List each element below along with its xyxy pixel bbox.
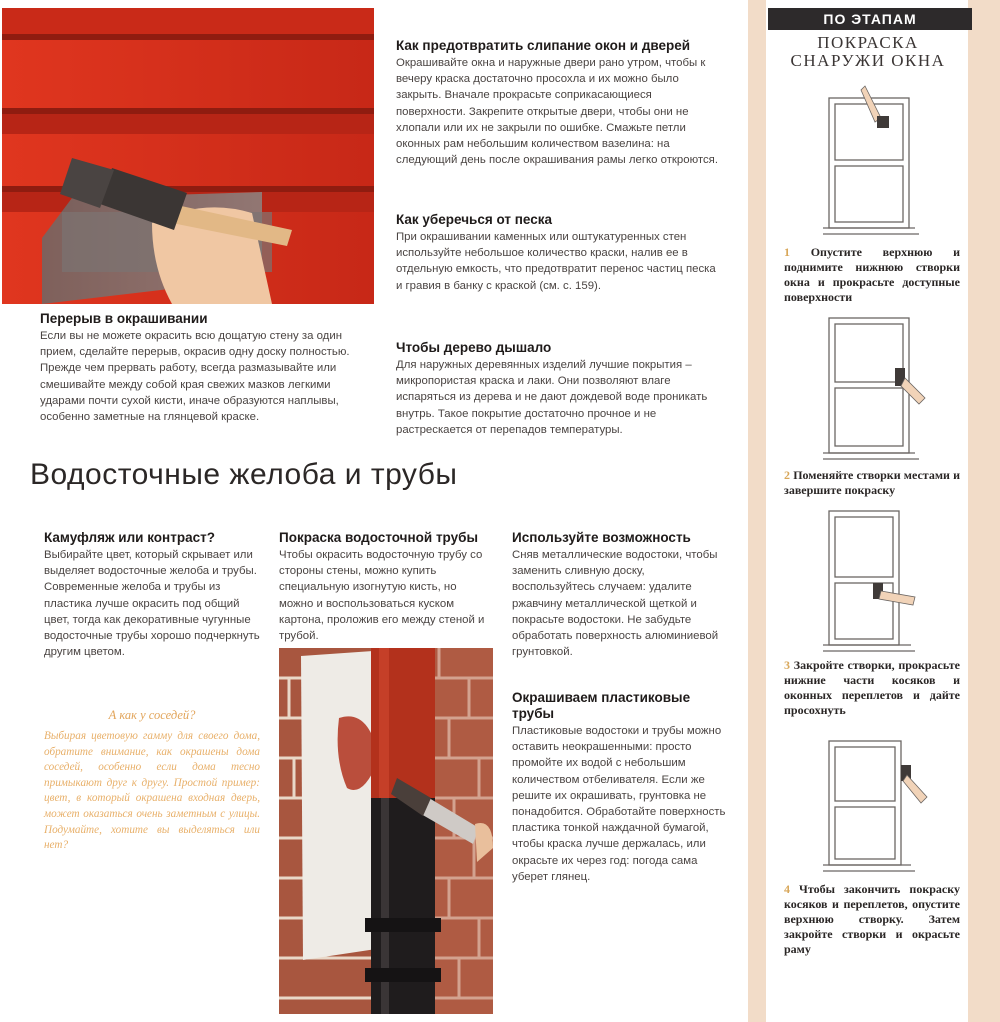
step-by-step-badge: ПО ЭТАПАМ <box>768 8 972 30</box>
step-4-number: 4 <box>784 882 790 896</box>
step-3 <box>784 658 960 718</box>
use-opportunity-text: Сняв металлические водостоки, чтобы заменить сливную доску, воспользуйтесь случаем: удалите ржавчину металлической щеткой и покрасьте водостоки. Не забудьте обработать поверхность алюминиевой грунтовкой. <box>512 549 719 659</box>
siding-photo <box>2 8 374 304</box>
step-1-number: 1 <box>784 245 790 259</box>
sticking-text: Окрашивайте окна и наружные двери рано утром, чтобы к вечеру краска достаточно просохла и их можно было закрыть. Вначале прокрасьте соприкасающиеся поверхности. Закрепите открытые двери, чтобы они не хлопали или их не закрыли по ошибке. Смажьте петли оконных рам небольшим количеством вазелина: на следующий день после окрашивания рамы легко откроются. <box>396 57 718 167</box>
step-1-illustration <box>815 78 925 238</box>
step-4-text: Чтобы закончить покраску косяков и переплетов, опустите верхнюю створку. Затем закройте створки и окрасьте раму <box>784 882 960 956</box>
step-3-illustration <box>815 505 925 655</box>
downpipe-illustration <box>279 648 493 1014</box>
sticking-heading: Как предотвратить слипание окон и дверей <box>396 38 691 53</box>
break-painting-heading: Перерыв в окрашивании <box>40 311 208 326</box>
step-2-text: Поменяйте створки местами и завершите покраску <box>784 468 960 497</box>
section-title: Водосточные желоба и трубы <box>30 458 458 491</box>
camouflage-text: Выбирайте цвет, который скрывает или выделяет водосточные желоба и трубы. Современные желоба и трубы из пластика лучше окрасить под общий цвет, тогда как декоративные чугунные водосточные трубы хорошо подчеркнуть другим цветом. <box>44 549 260 659</box>
sidebar-subtitle-line1: ПОКРАСКА <box>817 33 919 52</box>
step-2-illustration <box>815 308 935 463</box>
siding-illustration <box>2 8 374 304</box>
sidebar-subtitle-line2: СНАРУЖИ ОКНА <box>790 51 946 70</box>
sand-heading: Как уберечься от песка <box>396 212 552 227</box>
wood-breathe-heading: Чтобы дерево дышало <box>396 340 552 355</box>
downpipe-photo <box>279 648 493 1014</box>
wood-breathe-text: Для наружных деревянных изделий лучшие покрытия – микропористая краска и лаки. Они позволяют влаге испаряться из дерева и не дают дождевой воде проникать внутрь. Такое покрытие достаточно прочное и не растрескается от перепадов температуры. <box>396 359 708 436</box>
step-1-text: Опустите верхнюю и поднимите нижнюю створки окна и прокрасьте доступные поверхности <box>784 245 960 304</box>
step-2-number: 2 <box>784 468 790 482</box>
use-opportunity-heading: Используйте возможность <box>512 530 691 545</box>
step-4-illustration <box>815 735 935 875</box>
camouflage-heading: Камуфляж или контраст? <box>44 530 215 545</box>
step-4 <box>784 882 960 957</box>
step-3-number: 3 <box>784 658 790 672</box>
sidebar-right-border <box>968 0 1000 1022</box>
downpipe-heading: Покраска водосточной трубы <box>279 530 479 545</box>
step-2 <box>784 468 960 498</box>
step-1 <box>784 245 960 305</box>
step-3-text: Закройте створки, прокрасьте нижние части косяков и оконных переплетов и дайте просохнуть <box>784 658 960 717</box>
sidebar-left-border <box>748 0 766 1022</box>
plastic-pipes-text: Пластиковые водостоки и трубы можно оставить неокрашенными: просто промойте их водой с небольшим количеством отбеливателя. Если же решите их окрашивать, грунтовка не понадобится. Обработайте поверхность пластика тонкой наждачной бумагой, чтобы краска лучше держалась, или окрасьте их через год: погода сама уберет глянец. <box>512 725 726 883</box>
neighbors-aside <box>44 708 260 854</box>
sidebar-subtitle <box>768 34 968 70</box>
neighbors-text: Выбирая цветовую гамму для своего дома, обратите внимание, как окрашены дома соседей, особенно если дома тесно примыкают друг к другу. Простой пример: цвет, в который окрашена входная дверь, может оказаться очень заметным с улицы. Подумайте, хотите вы выделяться или нет? <box>44 730 260 852</box>
neighbors-title: А как у соседей? <box>108 708 196 722</box>
downpipe-text: Чтобы окрасить водосточную трубу со стороны стены, можно купить специальную изогнутую кисть, но можно и воспользоваться куском картона, проложив его между стеной и трубой. <box>279 549 485 643</box>
sand-text: При окрашивании каменных или оштукатуренных стен используйте небольшое количество краски, налив ее в отдельную емкость, что предотвратит перенос частиц песка и гравия в банку с краской (см. с. 159). <box>396 231 716 292</box>
break-painting-text: Если вы не можете окрасить всю дощатую стену за один прием, сделайте перерыв, окрасив одну доску полностью. Прежде чем прервать работу, всегда размазывайте или смешивайте между собой края свежих мазков легкими ударами почти сухой кисти, иначе образуются наплывы, особенно заметные на глянцевой краске. <box>40 330 350 424</box>
plastic-pipes-heading: Окрашиваем пластиковые трубы <box>512 690 691 721</box>
